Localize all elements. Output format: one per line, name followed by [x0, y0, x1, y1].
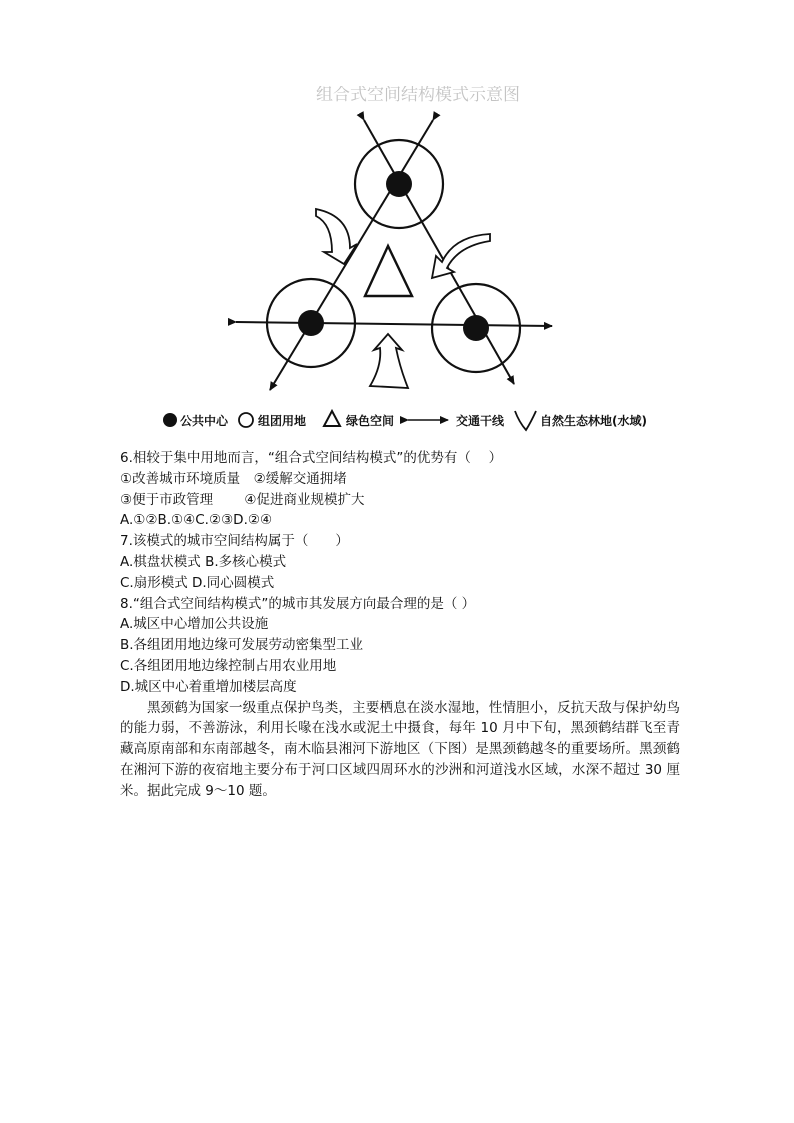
legend-public-center-icon: [163, 413, 177, 427]
q7-options-2: C.扇形模式 D.同心圆模式: [120, 574, 275, 591]
q6-statement-2: ③便于市政管理 ④促进商业规模扩大: [120, 491, 365, 508]
crane-passage: 黑颈鹤为国家一级重点保护鸟类，主要栖息在淡水湿地，性情胆小，反抗天敌与保护幼鸟的能力弱，不善游泳，利用长喙在浅水或泥土中摄食，每年 10 月中下旬，黑颈鹤结群飞至青藏高原南部和东南部越冬，南木临县湘河下游地区（下图）是黑颈鹤越冬的重要场所。黑颈鹤在湘河下游的夜宿地主要分布于河口区域四周环水的沙洲和河道浅水区域，水深不超过 30 厘米。据此完成 9～10 题。: [120, 699, 680, 799]
q6-stem: 6.相较于集中用地而言，“组合式空间结构模式”的优势有（ ）: [120, 450, 503, 466]
legend-natural-forest-label: 自然生态林地(水域): [540, 414, 647, 428]
legend: [163, 411, 647, 430]
traffic-artery-left: [270, 120, 433, 390]
legend-cluster-land-label: 组团用地: [258, 414, 307, 428]
traffic-artery-bottom: [236, 322, 552, 326]
legend-public-center-label: 公共中心: [180, 414, 229, 428]
forest-wedge-bottom: [370, 334, 408, 388]
legend-natural-forest-icon: [515, 411, 536, 430]
q6-options: A.①②B.①④C.②③D.②④: [120, 512, 273, 529]
public-center-left: [298, 310, 324, 336]
q8-stem: 8.“组合式空间结构模式”的城市其发展方向最合理的是（ ）: [120, 595, 476, 612]
spatial-structure-diagram: [118, 86, 678, 442]
green-space-triangle: [365, 246, 412, 296]
question-text: [120, 448, 680, 802]
legend-traffic-artery-label: 交通干线: [456, 414, 505, 428]
q8-option-c: C.各组团用地边缘控制占用农业用地: [120, 657, 337, 674]
public-center-right: [463, 315, 489, 341]
public-center-top: [386, 171, 412, 197]
legend-green-space-label: 绿色空间: [346, 414, 395, 428]
legend-green-space-icon: [324, 411, 340, 426]
q8-option-d: D.城区中心着重增加楼层高度: [120, 678, 297, 695]
q8-option-b: B.各组团用地边缘可发展劳动密集型工业: [120, 637, 364, 654]
diagram-svg: [118, 86, 678, 442]
q7-stem: 7.该模式的城市空间结构属于（ ）: [120, 533, 349, 550]
q7-options-1: A.棋盘状模式 B.多核心模式: [120, 553, 287, 570]
q6-statement-1: ①改善城市环境质量 ②缓解交通拥堵: [120, 470, 347, 487]
q8-option-a: A.城区中心增加公共设施: [120, 616, 269, 633]
cropped-caption: 组合式空间结构模式示意图: [316, 86, 520, 105]
legend-cluster-land-icon: [239, 413, 253, 427]
